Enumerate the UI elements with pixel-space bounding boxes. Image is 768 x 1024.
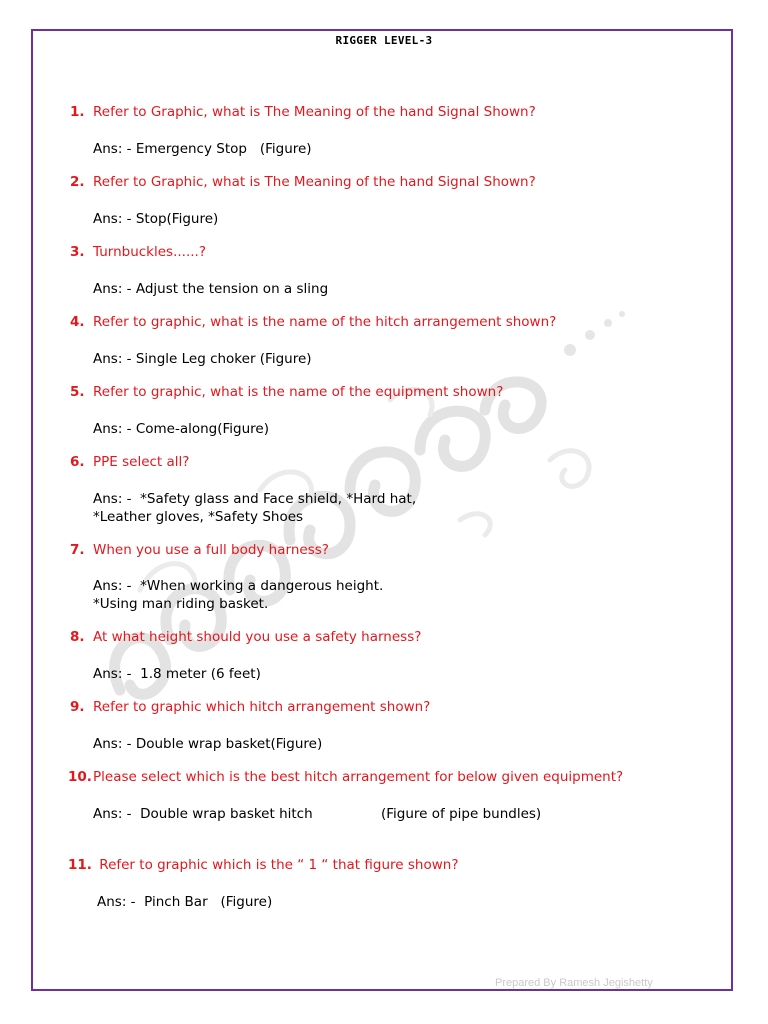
answer-text: Ans: - Pinch Bar (Figure) [97,894,273,910]
prepared-by-footer: Prepared By Ramesh Jegishetty [495,977,653,989]
answer-10 [93,805,542,823]
question-text: Refer to graphic which hitch arrangement shown? [93,699,431,715]
question-text: Refer to graphic which is the “ 1 “ that figure shown? [95,857,459,873]
answer-line-2: *Leather gloves, *Safety Shoes [93,509,304,525]
answer-text: Ans: - Single Leg choker (Figure) [93,351,312,367]
question-number: 1. [70,104,85,120]
question-text: Please select which is the best hitch arrangement for below given equipment? [93,769,624,785]
question-1 [70,104,536,120]
question-text: When you use a full body harness? [93,542,329,558]
answer-11 [97,893,272,911]
answer-7 [93,577,383,613]
answer-text: Ans: - Adjust the tension on a sling [93,281,329,297]
answer-6 [93,490,416,526]
question-number: 6. [70,454,85,470]
question-number: 9. [70,699,85,715]
answer-3 [93,280,328,298]
question-5 [70,384,503,400]
question-text: Refer to Graphic, what is The Meaning of the hand Signal Shown? [93,174,536,190]
question-9 [70,699,430,715]
answer-figure-note: (Figure of pipe bundles) [381,806,542,822]
answer-5 [93,420,269,438]
question-number: 7. [70,542,85,558]
answer-9 [93,735,322,753]
question-4 [70,314,556,330]
question-8 [70,629,421,645]
answer-8 [93,665,261,683]
question-number: 5. [70,384,85,400]
question-number: 10. [68,769,92,785]
answer-text: Ans: - 1.8 meter (6 feet) [93,666,261,682]
question-3 [70,244,206,260]
question-11 [68,857,459,873]
answer-1 [93,140,312,158]
question-text: Refer to Graphic, what is The Meaning of the hand Signal Shown? [93,104,536,120]
question-10 [68,769,623,785]
answer-text: Ans: - Double wrap basket hitch [93,806,313,822]
answer-2 [93,210,218,228]
answer-line-2: *Using man riding basket. [93,596,269,612]
question-number: 11. [68,857,92,873]
question-6 [70,454,189,470]
question-text: At what height should you use a safety harness? [93,629,422,645]
answer-line-1: Ans: - *Safety glass and Face shield, *Hard hat, [93,491,417,507]
answer-text: Ans: - Emergency Stop (Figure) [93,141,312,157]
answer-text: Ans: - Stop(Figure) [93,211,219,227]
question-number: 8. [70,629,85,645]
question-text: PPE select all? [93,454,190,470]
question-text: Refer to graphic, what is the name of the equipment shown? [93,384,504,400]
question-2 [70,174,536,190]
question-number: 4. [70,314,85,330]
answer-text: Ans: - Come-along(Figure) [93,421,270,437]
question-text: Refer to graphic, what is the name of the hitch arrangement shown? [93,314,557,330]
question-text: Turnbuckles......? [93,244,206,260]
answer-text: Ans: - Double wrap basket(Figure) [93,736,323,752]
question-7 [70,542,329,558]
page-title: RIGGER LEVEL-3 [335,34,433,47]
answer-4 [93,350,312,368]
question-number: 3. [70,244,85,260]
answer-line-1: Ans: - *When working a dangerous height. [93,578,384,594]
question-number: 2. [70,174,85,190]
